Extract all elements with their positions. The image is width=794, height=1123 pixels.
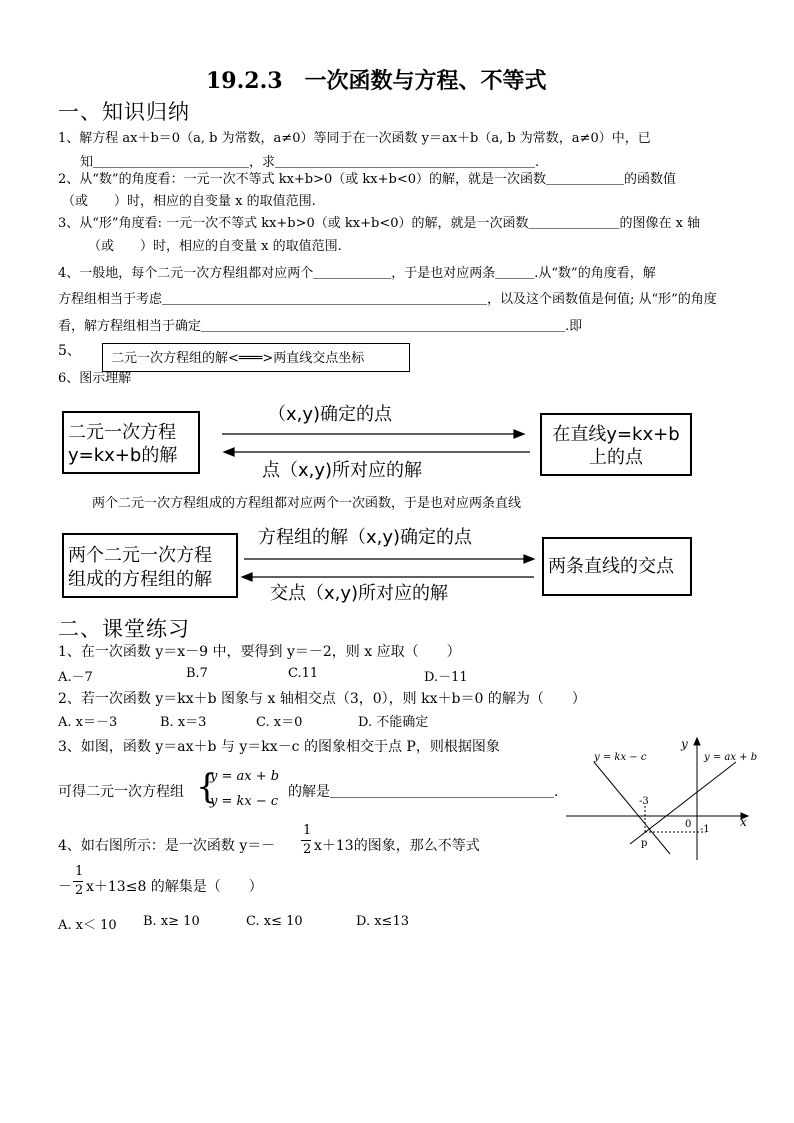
graph-label-ax-b: y = ax + b: [704, 752, 758, 763]
diagram2-left-line2: 组成的方程组的解: [68, 569, 212, 590]
knowledge-item-1-line1: 1、解方程 ax＋b＝0（a, b 为常数，a≠0）等同于在一次函数 y＝ax＋b（a, b 为常数，a≠0）中，已: [58, 131, 651, 146]
question-4-line2-fraction-numerator: 1: [75, 864, 84, 879]
diagram2-left-line1: 两个二元一次方程: [68, 545, 212, 566]
graph-label-minus1: -1: [700, 824, 710, 835]
question-1-option-d: D.－11: [424, 670, 468, 685]
diagram2-top-label: 方程组的解（x,y)确定的点: [258, 527, 473, 548]
knowledge-item-6: 6、图示理解: [58, 371, 132, 386]
question-3-prefix: 可得二元一次方程组: [58, 784, 184, 800]
graph-label-x: x: [740, 815, 747, 829]
question-3-line1: 3、如图，函数 y＝ax＋b 与 y＝kx－c 的图象相交于点 P，则根据图象: [58, 739, 500, 755]
question-1-option-b: B.7: [186, 666, 208, 681]
knowledge-item-4-line1: 4、一般地，每个二元一次方程组都对应两个＿＿＿＿＿＿，于是也对应两条＿＿＿.从“数”的角度看，解: [58, 266, 656, 281]
question-4-fraction-numerator: 1: [303, 823, 312, 838]
question-3-equation-2: y = kx − c: [210, 794, 279, 809]
question-2-option-c: C. x＝0: [256, 715, 303, 730]
graph-line-kx-c: [594, 762, 670, 854]
question-4-option-a: A. x＜ 10: [58, 918, 117, 933]
question-3-equation-1: y = ax + b: [210, 769, 280, 784]
knowledge-item-4-line2: 方程组相当于考虑＿＿＿＿＿＿＿＿＿＿＿＿＿＿＿＿＿＿＿＿＿＿＿＿＿，以及这个函数值是何值; 从“形”的角度: [58, 292, 717, 307]
question-1-option-a: A.－7: [58, 670, 93, 685]
knowledge-item-3-line1: 3、从“形”角度看: 一元一次不等式 kx+b>0（或 kx+b<0）的解，就是一次函数＿＿＿＿＿＿＿的图像在 x 轴: [58, 216, 701, 231]
question-2-option-a: A. x＝－3: [58, 715, 118, 730]
question-4-line2-minus: －: [58, 879, 72, 895]
graph-label-kx-c: y = kx − c: [594, 752, 647, 763]
diagram-note: 两个二元一次方程组成的方程组都对应两个一次函数，于是也对应两条直线: [92, 496, 522, 511]
graph-label-minus3: -3: [639, 796, 649, 807]
question-4-line1-start: 4、如右图所示：是一次函数 y＝－: [58, 838, 276, 854]
question-4-line2-rest: x＋13≤8 的解集是（ ）: [86, 879, 263, 895]
knowledge-item-2-line2: （或 ）时，相应的自变量 x 的取值范围.: [62, 194, 316, 209]
knowledge-item-5-number: 5、: [58, 343, 81, 359]
graph-y-axis-arrow: [694, 738, 700, 745]
question-1: 1、在一次函数 y＝x－9 中，要得到 y＝－2，则 x 应取（ ）: [58, 644, 461, 660]
question-4-option-c: C. x≤ 10: [246, 914, 303, 929]
question-4-option-b: B. x≥ 10: [143, 914, 200, 929]
question-2-option-d: D. 不能确定: [358, 715, 429, 730]
section-heading-practice: 二、课堂练习: [58, 617, 190, 641]
question-4-line2-fraction-denominator: 2: [75, 883, 84, 898]
diagram1-right-line2: 上的点: [589, 447, 643, 468]
knowledge-item-5-box: 二元一次方程组的解<═══>两直线交点坐标: [102, 343, 410, 372]
knowledge-item-3-line2: （或 ）时，相应的自变量 x 的取值范围.: [88, 239, 342, 254]
diagram1-left-line1: 二元一次方程: [68, 422, 176, 443]
diagram1-left-line2: y=kx+b的解: [68, 445, 178, 466]
diagram1-bottom-label: 点（x,y)所对应的解: [262, 460, 423, 481]
page-title: 19.2.3 一次函数与方程、不等式: [206, 68, 547, 94]
graph-label-origin: 0: [685, 819, 692, 830]
question-1-option-c: C.11: [288, 666, 319, 681]
question-4-option-d: D. x≤13: [356, 914, 409, 929]
diagram2-right-box: 两条直线的交点: [542, 537, 692, 596]
diagram2-bottom-label: 交点（x,y)所对应的解: [270, 583, 449, 604]
knowledge-item-4-line3: 看，解方程组相当于确定＿＿＿＿＿＿＿＿＿＿＿＿＿＿＿＿＿＿＿＿＿＿＿＿＿＿＿＿.即: [58, 319, 583, 334]
question-2-option-b: B. x＝3: [160, 715, 207, 730]
question-4-line1-end: x＋13的图象，那么不等式: [314, 838, 480, 854]
section-heading-knowledge: 一、知识归纳: [58, 100, 190, 124]
question-2: 2、若一次函数 y＝kx＋b 图象与 x 轴相交点（3，0），则 kx＋b＝0 的解为（ ）: [58, 691, 586, 707]
question-4-fraction-denominator: 2: [303, 842, 312, 857]
question-3-suffix: 的解是＿＿＿＿＿＿＿＿＿＿＿＿＿＿＿＿.: [288, 784, 559, 800]
knowledge-item-2-line1: 2、从“数”的角度看：一元一次不等式 kx+b>0（或 kx+b<0）的解，就是一次函数＿＿＿＿＿＿的函数值: [58, 172, 677, 187]
diagram1-top-label: （x,y)确定的点: [268, 404, 393, 425]
graph-label-p: p: [641, 838, 648, 849]
graph-label-y: y: [681, 737, 688, 751]
diagram1-right-line1: 在直线y=kx+b: [552, 424, 680, 445]
knowledge-item-1-line2: 知＿＿＿＿＿＿＿＿＿＿＿＿，求＿＿＿＿＿＿＿＿＿＿＿＿＿＿＿＿＿＿＿＿.: [80, 155, 540, 170]
question-3-brace: {: [196, 767, 218, 807]
